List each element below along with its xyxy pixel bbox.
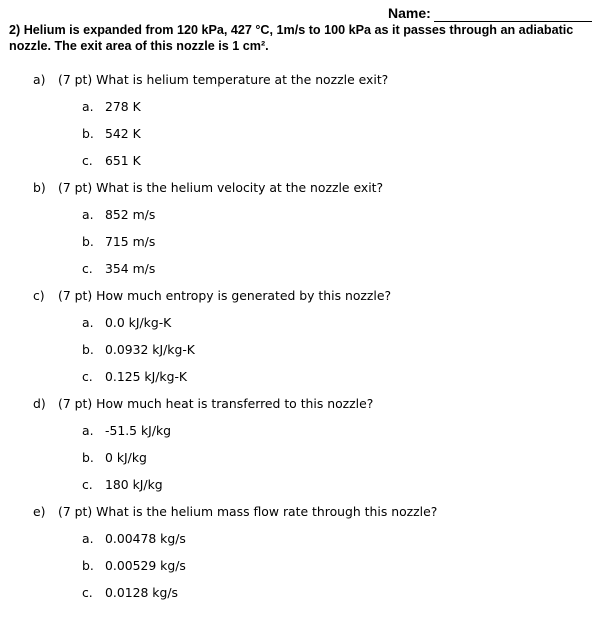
option-label: b.: [82, 342, 94, 357]
question-c: [33, 286, 437, 313]
option-label: c.: [82, 369, 93, 384]
option-d-a: [33, 421, 437, 448]
option-label: c.: [82, 261, 93, 276]
question-b: [33, 178, 437, 205]
option-c-b: [33, 340, 437, 367]
option-e-c: [33, 583, 437, 610]
option-c-c: [33, 367, 437, 394]
option-text: 715 m/s: [105, 234, 156, 249]
option-label: b.: [82, 558, 94, 573]
option-label: b.: [82, 450, 94, 465]
option-text: 0.00529 kg/s: [105, 558, 186, 573]
option-a-a: [33, 97, 437, 124]
question-text: (7 pt) What is helium temperature at the nozzle exit?: [58, 72, 389, 87]
option-text: 0.125 kJ/kg-K: [105, 369, 188, 384]
option-text: 0.0 kJ/kg-K: [105, 315, 172, 330]
option-label: a.: [82, 423, 94, 438]
option-d-b: [33, 448, 437, 475]
question-list: [33, 70, 437, 610]
option-text: 542 K: [105, 126, 141, 141]
question-a: [33, 70, 437, 97]
name-label: Name:: [388, 5, 431, 21]
question-label: e): [33, 504, 46, 519]
option-a-b: [33, 124, 437, 151]
option-text: 278 K: [105, 99, 141, 114]
question-text: (7 pt) What is the helium mass flow rate through this nozzle?: [58, 504, 438, 519]
option-label: c.: [82, 153, 93, 168]
option-label: b.: [82, 234, 94, 249]
option-a-c: [33, 151, 437, 178]
option-c-a: [33, 313, 437, 340]
option-text: 354 m/s: [105, 261, 156, 276]
option-label: a.: [82, 315, 94, 330]
option-label: c.: [82, 585, 93, 600]
option-text: 0.00478 kg/s: [105, 531, 186, 546]
question-label: d): [33, 396, 46, 411]
question-label: c): [33, 288, 45, 303]
question-label: b): [33, 180, 46, 195]
option-text: 0.0128 kg/s: [105, 585, 178, 600]
option-b-b: [33, 232, 437, 259]
option-e-b: [33, 556, 437, 583]
option-label: c.: [82, 477, 93, 492]
option-e-a: [33, 529, 437, 556]
option-text: 852 m/s: [105, 207, 156, 222]
option-label: a.: [82, 99, 94, 114]
question-text: (7 pt) How much entropy is generated by this nozzle?: [58, 288, 392, 303]
option-label: a.: [82, 207, 94, 222]
question-label: a): [33, 72, 46, 87]
question-text: (7 pt) What is the helium velocity at the nozzle exit?: [58, 180, 384, 195]
option-text: 0 kJ/kg: [105, 450, 147, 465]
problem-statement: 2) Helium is expanded from 120 kPa, 427 °C, 1m/s to 100 kPa as it passes through an adiabatic nozzle. The exit area of this nozzle is 1 cm².: [9, 23, 574, 53]
option-text: -51.5 kJ/kg: [105, 423, 172, 438]
option-b-c: [33, 259, 437, 286]
option-label: a.: [82, 531, 94, 546]
question-d: [33, 394, 437, 421]
option-label: b.: [82, 126, 94, 141]
option-text: 0.0932 kJ/kg-K: [105, 342, 195, 357]
option-text: 651 K: [105, 153, 141, 168]
option-d-c: [33, 475, 437, 502]
option-text: 180 kJ/kg: [105, 477, 163, 492]
option-b-a: [33, 205, 437, 232]
question-text: (7 pt) How much heat is transferred to this nozzle?: [58, 396, 374, 411]
question-e: [33, 502, 437, 529]
